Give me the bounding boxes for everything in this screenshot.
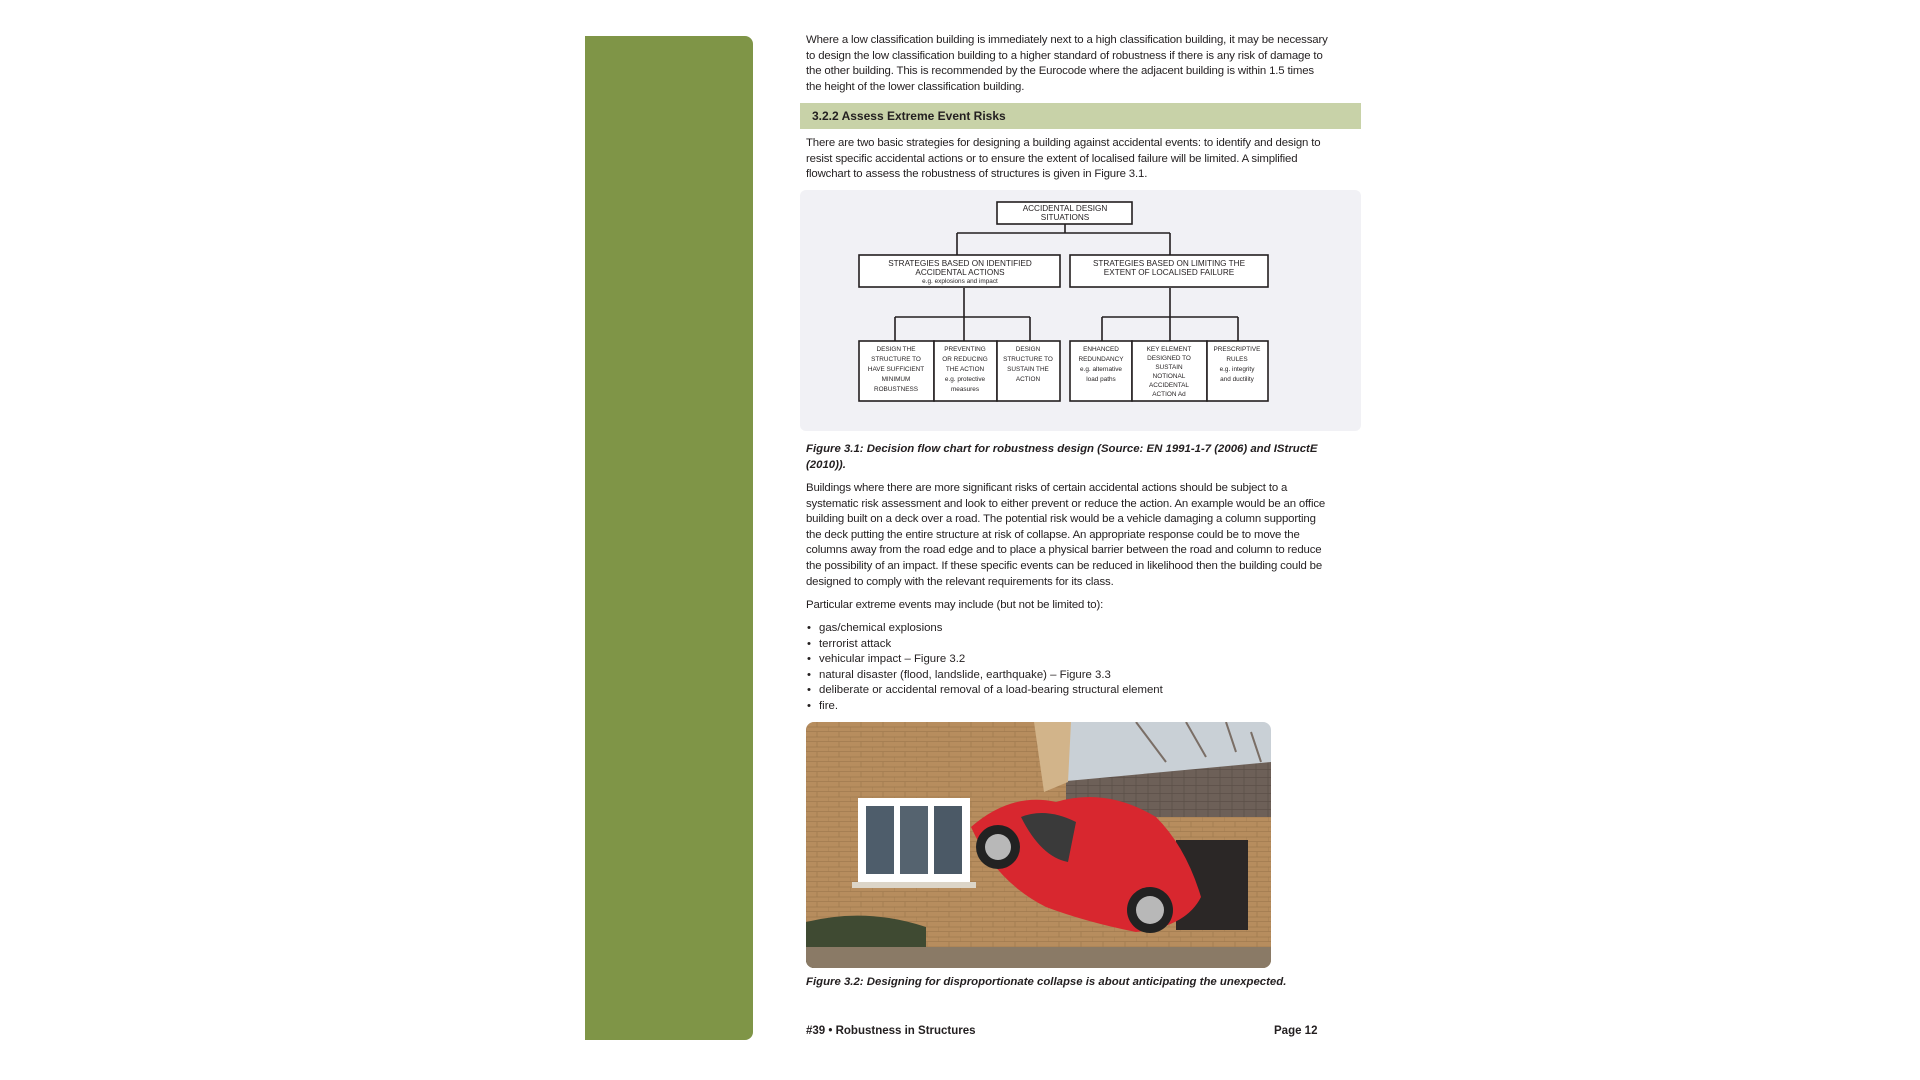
car-crash-photo bbox=[806, 722, 1271, 968]
leaf5-l4: NOTIONAL bbox=[1152, 373, 1186, 380]
flow-left-line3: e.g. explosions and impact bbox=[922, 278, 998, 285]
list-item: • deliberate or accidental removal of a load-bearing structural element bbox=[806, 683, 1331, 699]
figure1-caption: Figure 3.1: Decision flow chart for robustness design (Source: EN 1991-1-7 (2006) and IStructE (2010)). bbox=[806, 443, 1318, 471]
leaf1-l4: MINIMUM bbox=[881, 376, 911, 383]
page-number: Page 12 bbox=[1274, 1025, 1318, 1037]
leaf3-l1: DESIGN bbox=[1015, 346, 1041, 353]
flow-left-line2: ACCIDENTAL ACTIONS bbox=[915, 268, 1005, 277]
green-sidebar bbox=[585, 36, 753, 1040]
leaf4-l2: REDUNDANCY bbox=[1078, 356, 1124, 363]
leaf6-l4: and ductility bbox=[1220, 376, 1254, 383]
leaf1-l5: ROBUSTNESS bbox=[873, 386, 919, 393]
intro-paragraph: Where a low classification building is immediately next to a high classification building, it may be necessary to design the low classification building to a higher standard of robustness if there is any risk of damage to the other building. This is recommended by the Eurocode where the adjacent building is within 1.5 times the height of the lower classification building. bbox=[806, 34, 1328, 93]
leaf2-l2: OR REDUCING bbox=[942, 356, 988, 363]
leaf2-l4: e.g. protective bbox=[944, 376, 986, 383]
flow-top-line2: SITUATIONS bbox=[1040, 213, 1090, 222]
leaf1-l2: STRUCTURE TO bbox=[871, 356, 921, 363]
leaf3-l2: STRUCTURE TO bbox=[1003, 356, 1053, 363]
leaf2-l5: measures bbox=[950, 386, 980, 393]
list-intro: Particular extreme events may include (but not be limited to): bbox=[806, 599, 1104, 611]
flow-right-line2: EXTENT OF LOCALISED FAILURE bbox=[1103, 268, 1235, 277]
leaf4-l3: e.g. alternative bbox=[1080, 366, 1122, 373]
leaf6-l1: PRESCRIPTIVE bbox=[1213, 346, 1261, 353]
leaf3-l4: ACTION bbox=[1015, 376, 1041, 383]
list-item: • fire. bbox=[806, 699, 1331, 715]
risk-paragraph: Buildings where there are more significant risks of certain accidental actions should be subject to a systematic risk assessment and look to either prevent or reduce the action. An example would be an office building built on a deck over a road. The potential risk would be a vehicle damaging a column supporting the deck putting the entire structure at risk of collapse. An appropriate response could be to move the columns away from the road edge and to place a physical barrier between the road and column to reduce the possibility of an impact. If these specific events can be reduced in likelihood then the building could be designed to comply with the relevant requirements for its class. bbox=[806, 482, 1326, 588]
leaf3-l3: SUSTAIN THE bbox=[1007, 366, 1049, 373]
flow-connector-top bbox=[957, 224, 1170, 255]
flow-left-line1: STRATEGIES BASED ON IDENTIFIED bbox=[888, 259, 1032, 268]
flow-right-line1: STRATEGIES BASED ON LIMITING THE bbox=[1092, 259, 1246, 268]
list-item: • gas/chemical explosions bbox=[806, 621, 1331, 637]
leaf4-l4: load paths bbox=[1086, 376, 1116, 383]
section-paragraph: There are two basic strategies for designing a building against accidental events: to identify and design to resist specific accidental actions or to ensure the extent of localised failure will be limited. A simplified flowchart to assess the robustness of structures is given in Figure 3.1. bbox=[806, 137, 1321, 181]
leaf6-l3: e.g. integrity bbox=[1219, 366, 1255, 373]
figure2-caption: Figure 3.2: Designing for disproportionate collapse is about anticipating the unexpected. bbox=[806, 976, 1287, 988]
leaf5-l1: KEY ELEMENT bbox=[1146, 346, 1192, 353]
section-heading: 3.2.2 Assess Extreme Event Risks bbox=[800, 103, 1361, 129]
leaf2-l3: THE ACTION bbox=[945, 366, 985, 373]
flow-connector-right bbox=[1102, 288, 1238, 341]
extreme-events-list bbox=[806, 621, 1331, 715]
list-item: • natural disaster (flood, landslide, earthquake) – Figure 3.3 bbox=[806, 668, 1331, 684]
list-item: • terrorist attack bbox=[806, 637, 1331, 653]
leaf5-l6: ACTION Ad bbox=[1152, 391, 1186, 398]
flow-connector-left bbox=[895, 288, 1030, 341]
robustness-flowchart bbox=[800, 190, 1361, 431]
leaf5-l3: SUSTAIN bbox=[1155, 364, 1183, 371]
footer-title: #39 • Robustness in Structures bbox=[806, 1025, 976, 1037]
leaf1-l1: DESIGN THE bbox=[876, 346, 916, 353]
leaf5-l2: DESIGNED TO bbox=[1147, 355, 1191, 362]
leaf5-l5: ACCIDENTAL bbox=[1148, 382, 1190, 389]
flow-top-line1: ACCIDENTAL DESIGN bbox=[1022, 204, 1108, 213]
list-item: • vehicular impact – Figure 3.2 bbox=[806, 652, 1331, 668]
leaf6-l2: RULES bbox=[1226, 356, 1248, 363]
leaf1-l3: HAVE SUFFICIENT bbox=[867, 366, 925, 373]
leaf2-l1: PREVENTING bbox=[944, 346, 986, 353]
leaf4-l1: ENHANCED bbox=[1083, 346, 1119, 353]
